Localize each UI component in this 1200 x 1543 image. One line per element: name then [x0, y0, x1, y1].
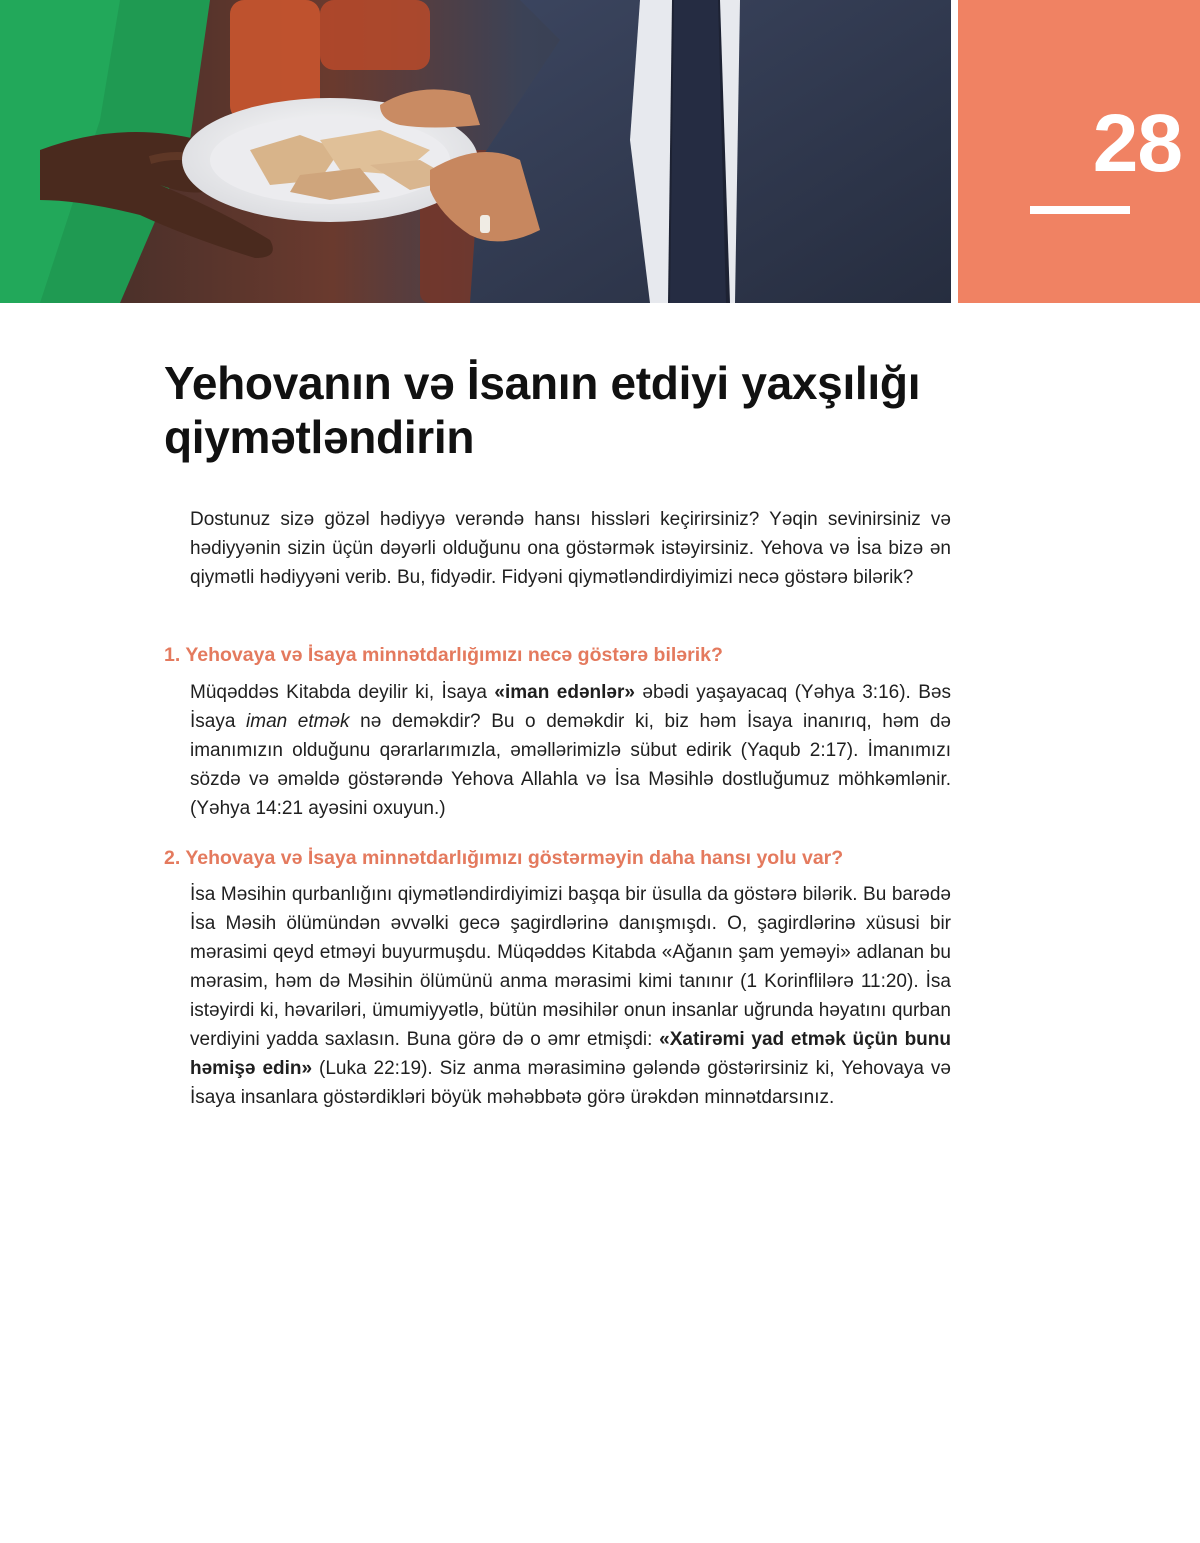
answer-2 [190, 880, 951, 1112]
answer-1-italic-term: iman etmək [246, 711, 350, 732]
answer-1-text: nə deməkdir? Bu o deməkdir ki, biz həm İsaya inanırıq, həm də imanımızın olduğunu qərarlarımızla, əməllərimizlə sübut edirik (Yaqub 2:17). İmanımızı sözdə və əməldə göstərəndə Yehova Allahla və İsa Məsihlə dostluğumuz möhkəmlənir. (Yəhya 14:21 ayəsini oxuyun.) [190, 711, 951, 819]
communion-bread-plate-photo [0, 0, 951, 303]
answer-2-bold-quote: «Xatirəmi yad etmək üçün bunu həmişə edin» [190, 1029, 952, 1079]
answer-1-text: əbədi yaşayacaq (Yəhya 3:16). Bəs İsaya [190, 682, 951, 732]
intro-paragraph: Dostunuz sizə gözəl hədiyyə verəndə hansı hissləri keçirirsiniz? Yəqin sevinirsiniz və hədiyyənin sizin üçün dəyərli olduğunu ona göstərmək istəyirsiniz. Yehova və İsa bizə ən qiymətli hədiyyəni verib. Bu, fidyədir. Fidyəni qiymətləndirdiyimizi necə göstərə bilərik? [190, 509, 951, 588]
answer-1-bold-quote: «iman edənlər» [494, 682, 635, 703]
lesson-rule [1030, 206, 1130, 214]
lesson-number-box [958, 0, 1200, 303]
page-title: Yehovanın və İsanın etdiyi yaxşılığı qiymətləndirin [164, 357, 921, 463]
answer-2-text: İsa Məsihin qurbanlığını qiymətləndirdiyimizi başqa bir üsulla da göstərə bilərik. Bu barədə İsa Məsih ölümündən əvvəlki gecə şagirdlərinə danışmışdı. O, şagirdlərinə xüsusi bir mərasimi qeyd etməyi buyurmuşdu. Müqəddəs Kitabda «Ağanın şam yeməyi» adlanan bu mərasim, həm də Məsihin ölümünü anma mərasimi kimi tanınır (1 Korinflilərə 11:20). İsa istəyirdi ki, həvariləri, ümumiyyətlə, bütün məsihilər onun insanlar uğrunda həyatını qurban verdiyini yadda saxlasın. Buna görə də o əmr etmişdi: [190, 884, 951, 1050]
answer-2-text: (Luka 22:19). Siz anma mərasiminə gələndə göstərirsiniz ki, Yehovaya və İsaya insanlara göstərdikləri böyük məhəbbətə görə ürəkdən minnətdarsınız. [190, 1058, 951, 1108]
lesson-number: 28 [1092, 98, 1182, 189]
question-1: 1. Yehovaya və İsaya minnətdarlığımızı necə göstərə bilərik? [164, 644, 723, 666]
answer-1-text: Müqəddəs Kitabda deyilir ki, İsaya [190, 682, 495, 703]
question-2: 2. Yehovaya və İsaya minnətdarlığımızı göstərməyin daha hansı yolu var? [164, 847, 844, 869]
answer-1 [190, 678, 951, 823]
hero-photo [0, 0, 951, 303]
